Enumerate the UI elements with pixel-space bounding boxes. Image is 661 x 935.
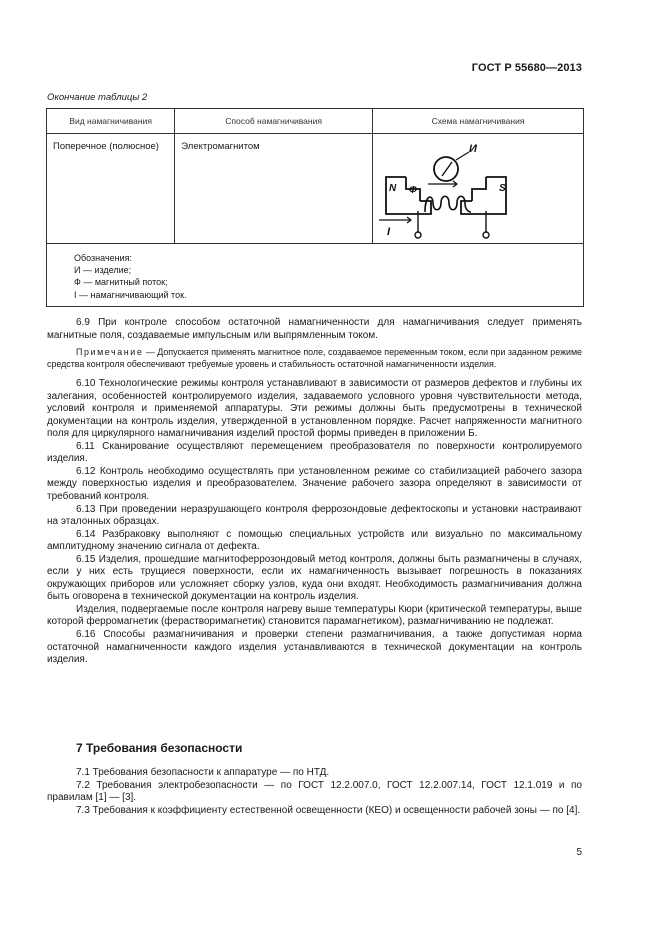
paragraph-7-1: 7.1 Требования безопасности к аппаратуре — по НТД.	[76, 767, 330, 778]
table-row	[47, 134, 584, 244]
scheme-label-flux: Ф	[409, 185, 417, 196]
table-notes	[47, 244, 584, 307]
note-item: И — изделие;	[74, 265, 132, 276]
paragraph-7-3: 7.3 Требования к коэффициенту естественной освещенности (КЕО) и освещенности рабочей зоны — по [4].	[76, 804, 581, 816]
note-paragraph	[47, 347, 582, 370]
scheme-label-north: N	[389, 183, 397, 194]
header-magnetization-method: Способ намагничивания	[175, 109, 373, 134]
header-magnetization-scheme: Схема намагничивания	[373, 109, 584, 134]
table-header-row	[47, 109, 584, 134]
note-current: I — намагничивающий ток.	[74, 289, 187, 300]
table-notes-row	[47, 244, 584, 307]
section-6-text	[47, 317, 582, 667]
note-label: Примечание	[76, 347, 144, 358]
paragraph-6-13: 6.13 При проведении неразрушающего контроля феррозондовые дефектоскопы и установки настраивают на эталонных образцах.	[47, 503, 582, 528]
section-7-text	[47, 767, 582, 817]
scheme-label-current: I	[387, 226, 391, 238]
cell-scheme	[373, 134, 584, 244]
scheme-label-south: S	[499, 183, 506, 194]
paragraph-6-15: 6.15 Изделия, прошедшие магнитоферрозондовый метод контроля, должны быть размагничены в случаях, если у них есть трущиеся поверхности, если их намагниченность вызывает погрешность в показаниях окружающих приборов или усложняет сборку узлов, куда они входят. Необходимость размагничивания должна быть оговорена в технической документации на контроль изделия.	[47, 553, 582, 603]
magnetization-scheme-diagram	[373, 134, 581, 240]
paragraph-6-14: 6.14 Разбраковку выполняют с помощью специальных устройств или визуально по максимальному амплитудному значению сигнала от дефекта.	[47, 528, 582, 553]
note-flux: Ф — магнитный поток;	[74, 277, 168, 288]
paragraph-6-10: 6.10 Технологические режимы контроля устанавливают в зависимости от размеров дефектов и глубины их залегания, особенностей контролируемого изделия, задаваемого условного уровня чувствительности метода, условий контроля и применяемой аппаратуры. Эти режимы должны быть предусмотрены в технической документации на контроль изделия, утвержденной в установленном порядке. Расчет напряженности магнитного поля для циркулярного намагничивания изделий простой формы приведен в приложении Б.	[47, 378, 582, 440]
paragraph-6-12: 6.12 Контроль необходимо осуществлять при установленном режиме со стабилизацией рабочего зазора между поверхностью изделия и преобразователем. Значение рабочего зазора определяют в зависимости от требований контроля.	[47, 465, 582, 503]
note-text: — Допускается применять магнитное поле, создаваемое переменным током, если при заданном режиме средства контроля обеспечивают требуемые уровень и стабильность остаточной намагниченности изделия.	[47, 347, 582, 369]
paragraph-6-16: 6.16 Способы размагничивания и проверки степени размагничивания, а также допустимая норма остаточной намагниченности каждого изделия устанавливаются в технической документации на контроль изделия.	[47, 629, 582, 666]
scheme-label-item: И	[469, 143, 477, 155]
cell-method: Электромагнитом	[175, 134, 373, 244]
section-7-title: 7 Требования безопасности	[76, 741, 243, 755]
table-caption: Окончание таблицы 2	[47, 92, 148, 103]
paragraph-6-15-continued: Изделия, подвергаемые после контроля нагреву выше температуры Кюри (критической температуры, выше которой ферромагнетик (ферастворимагнетик) становится парамагнетиком), размагничиванию не подлежат.	[47, 603, 582, 628]
header-magnetization-type: Вид намагничивания	[47, 109, 175, 134]
page-number: 5	[576, 847, 582, 858]
paragraph-7-2: 7.2 Требования электробезопасности — по ГОСТ 12.2.007.0, ГОСТ 12.2.007.14, ГОСТ 12.1.019 и по правилам [1] — [3].	[47, 779, 582, 804]
paragraph-6-11: 6.11 Сканирование осуществляют перемещением преобразователя по поверхности контролируемого изделия.	[47, 440, 582, 465]
cell-type: Поперечное (полюсное)	[47, 134, 175, 244]
document-code: ГОСТ Р 55680—2013	[471, 62, 582, 74]
magnetization-table	[46, 108, 584, 307]
paragraph-6-9: 6.9 При контроле способом остаточной намагниченности для намагничивания следует применять магнитные поля, создаваемые импульсным или выпрямленным током.	[47, 317, 582, 341]
notes-heading: Обозначения:	[74, 253, 133, 263]
